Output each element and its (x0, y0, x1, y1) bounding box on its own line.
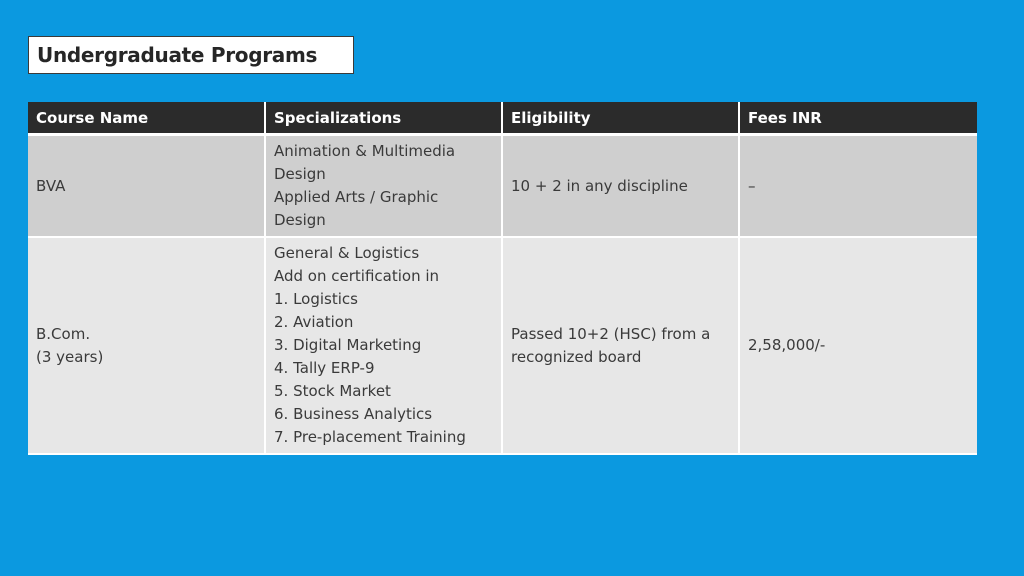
cell-specializations (265, 237, 502, 454)
specialization-item: 1. Logistics (274, 290, 358, 308)
page-title-box (28, 36, 354, 74)
header-eligibility: Eligibility (502, 102, 739, 135)
specialization-item: Applied Arts / Graphic Design (274, 188, 439, 229)
cell-specializations (265, 135, 502, 238)
specialization-item: Add on certification in (274, 267, 440, 285)
cell-eligibility: 10 + 2 in any discipline (502, 135, 739, 238)
cell-fees: 2,58,000/- (739, 237, 977, 454)
table-header-row (28, 102, 977, 135)
specialization-item: 7. Pre-placement Training (274, 428, 466, 446)
programs-table (28, 102, 977, 455)
header-course-name: Course Name (28, 102, 265, 135)
course-name-line: BVA (36, 176, 66, 195)
cell-eligibility: Passed 10+2 (HSC) from a recognized board (502, 237, 739, 454)
specialization-item: Animation & Multimedia Design (274, 142, 456, 183)
specialization-item: 4. Tally ERP-9 (274, 359, 375, 377)
table-row-bva (28, 135, 977, 238)
specialization-item: 3. Digital Marketing (274, 336, 422, 354)
cell-fees: – (739, 135, 977, 238)
table-row-bcom (28, 237, 977, 454)
specialization-item: 6. Business Analytics (274, 405, 433, 423)
cell-course-name (28, 135, 265, 238)
specialization-item: General & Logistics (274, 244, 420, 262)
course-duration-line: (3 years) (36, 347, 104, 366)
header-specializations: Specializations (265, 102, 502, 135)
page-title: Undergraduate Programs (37, 43, 318, 67)
specialization-item: 2. Aviation (274, 313, 354, 331)
specialization-item: 5. Stock Market (274, 382, 391, 400)
course-name-line: B.Com. (36, 324, 91, 343)
cell-course-name (28, 237, 265, 454)
header-fees: Fees INR (739, 102, 977, 135)
